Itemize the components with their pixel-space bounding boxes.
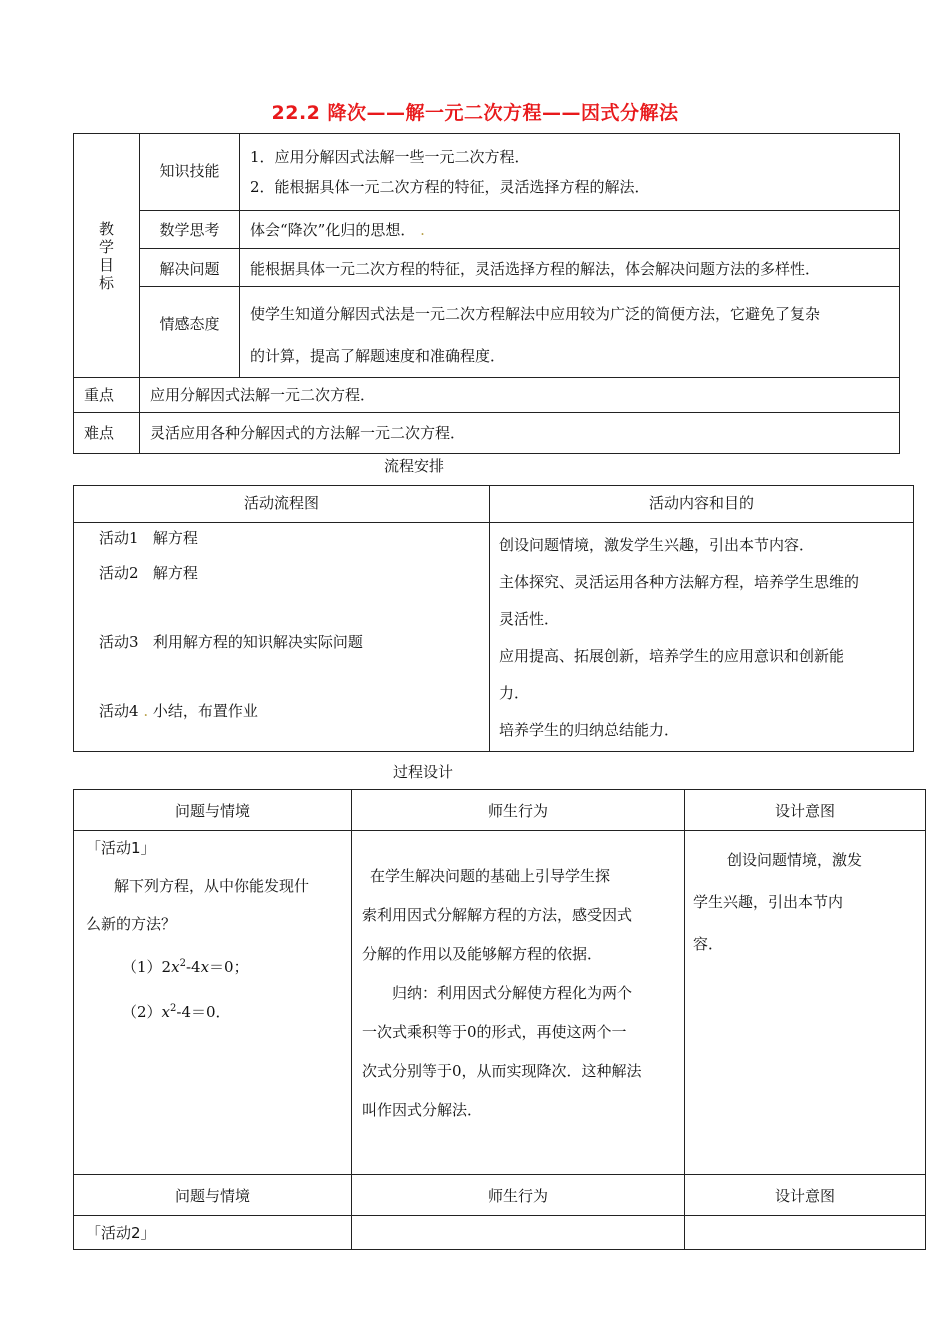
activity1-label: 「活动1」 bbox=[86, 839, 156, 857]
objective-knowledge-text: 1．应用分解因式法解一些一元二次方程． 2．能根据具体一元二次方程的特征，灵活选择方程的解法． bbox=[240, 134, 900, 211]
difficulty-text: 灵活应用各种分解因式的方法解一元二次方程． bbox=[140, 413, 900, 454]
objective-problem-solving-text: 能根据具体一元二次方程的特征，灵活选择方程的解法，体会解决问题方法的多样性． bbox=[240, 249, 900, 287]
key-point-label: 重点 bbox=[74, 378, 140, 413]
difficulty-label: 难点 bbox=[74, 413, 140, 454]
activity1-teacher-student: 在学生解决问题的基础上引导学生探 索利用因式分解解方程的方法，感受因式 分解的作用以及能够解方程的依据． 归纳：利用因式分解使方程化为两个 一次式乘积等于0的形式，再使这两个一 次式分别等于0，从而实现降次．这种解法 叫作因式分解法． bbox=[352, 831, 685, 1175]
activity2-intent bbox=[685, 1216, 926, 1250]
flow-table bbox=[73, 485, 914, 752]
objective-label-math-thinking: 数学思考 bbox=[140, 211, 240, 249]
process-caption: 过程设计 bbox=[393, 763, 454, 781]
objective-math-thinking-text: 体会“降次”化归的思想． . bbox=[240, 211, 900, 249]
flow-activity-2: 活动2 解方程 bbox=[99, 564, 198, 582]
page-title: 22.2 降次——解一元二次方程——因式分解法 bbox=[271, 102, 679, 124]
flow-activity-3: 活动3 利用解方程的知识解决实际问题 bbox=[99, 633, 363, 651]
objective-attitude-text: 使学生知道分解因式法是一元二次方程解法中应用较为广泛的简便方法，它避免了复杂 的计算，提高了解题速度和准确程度． bbox=[240, 287, 900, 378]
process-header-behavior: 师生行为 bbox=[352, 790, 685, 831]
flow-caption: 流程安排 bbox=[384, 457, 445, 475]
objective-label-problem-solving: 解决问题 bbox=[140, 249, 240, 287]
process-header-intent-repeat: 设计意图 bbox=[685, 1175, 926, 1216]
flow-header-chart: 活动流程图 bbox=[74, 486, 490, 523]
objectives-group-label: 教 学 目 标 bbox=[74, 134, 140, 378]
objectives-table bbox=[73, 133, 900, 454]
flow-activities bbox=[74, 523, 490, 752]
process-header-problem: 问题与情境 bbox=[74, 790, 352, 831]
activity1-question-line-1: 解下列方程，从中你能发现什 bbox=[114, 877, 310, 895]
activity1-problem bbox=[74, 831, 352, 1175]
equation-2: $(2)x^2-4=0$． bbox=[122, 1003, 231, 1021]
process-table bbox=[73, 789, 926, 1250]
activity1-question-line-2: 么新的方法？ bbox=[86, 915, 177, 933]
flow-purposes: 创设问题情境，激发学生兴趣，引出本节内容． 主体探究、灵活运用各种方法解方程，培养学生思维的 灵活性． 应用提高、拓展创新，培养学生的应用意识和创新能 力． 培养学生的归纳总结能力． bbox=[490, 523, 914, 752]
process-header-intent: 设计意图 bbox=[685, 790, 926, 831]
flow-activity-4: 活动4 . 小结，布置作业 bbox=[99, 702, 258, 720]
activity2-label: 「活动2」 bbox=[74, 1216, 352, 1250]
key-point-text: 应用分解因式法解一元二次方程． bbox=[140, 378, 900, 413]
process-header-problem-repeat: 问题与情境 bbox=[74, 1175, 352, 1216]
equation-1: $(1)2x^2-4x=0$； bbox=[122, 958, 249, 976]
objective-label-attitude: 情感态度 bbox=[140, 287, 240, 378]
objective-label-knowledge: 知识技能 bbox=[140, 134, 240, 211]
activity2-behavior bbox=[352, 1216, 685, 1250]
activity1-intent: 创设问题情境，激发 学生兴趣，引出本节内 容． bbox=[685, 831, 926, 1175]
process-header-behavior-repeat: 师生行为 bbox=[352, 1175, 685, 1216]
flow-activity-1: 活动1 解方程 bbox=[99, 529, 198, 547]
flow-header-purpose: 活动内容和目的 bbox=[490, 486, 914, 523]
